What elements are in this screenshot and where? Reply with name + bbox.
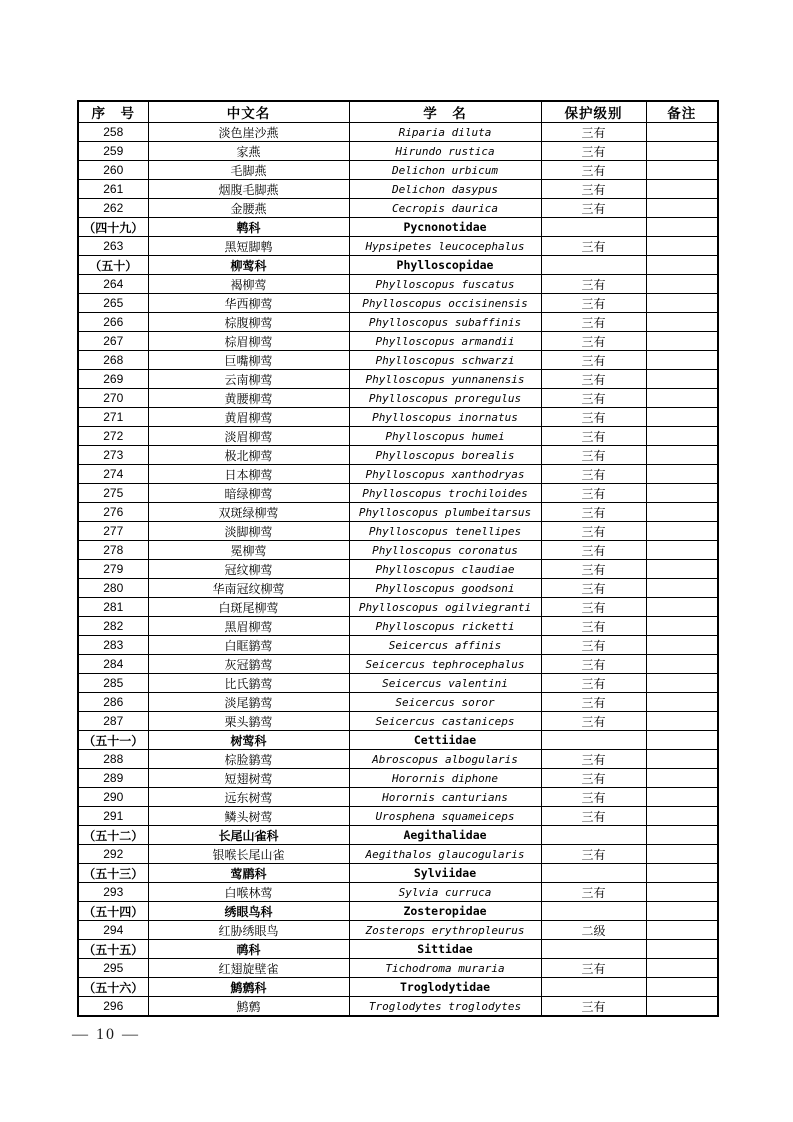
cell-note <box>646 484 718 503</box>
cell-level: 三有 <box>541 807 646 826</box>
cell-sci: Delichon urbicum <box>349 161 541 180</box>
cell-sci: Phylloscopus schwarzi <box>349 351 541 370</box>
cell-level <box>541 256 646 275</box>
cell-note <box>646 351 718 370</box>
cell-cn: 白喉林莺 <box>148 883 349 902</box>
cell-note <box>646 712 718 731</box>
cell-no: 272 <box>78 427 148 446</box>
cell-note <box>646 142 718 161</box>
cell-level: 三有 <box>541 959 646 978</box>
cell-note <box>646 180 718 199</box>
cell-sci: Phylloscopus yunnanensis <box>349 370 541 389</box>
cell-note <box>646 921 718 940</box>
cell-note <box>646 940 718 959</box>
cell-no: 276 <box>78 503 148 522</box>
cell-sci: Seicercus valentini <box>349 674 541 693</box>
cell-note <box>646 693 718 712</box>
species-row <box>78 674 718 693</box>
cell-sci: Phylloscopus occisinensis <box>349 294 541 313</box>
species-row <box>78 617 718 636</box>
cell-cn: 华西柳莺 <box>148 294 349 313</box>
cell-sci: Tichodroma muraria <box>349 959 541 978</box>
cell-sci: Abroscopus albogularis <box>349 750 541 769</box>
cell-no: （五十二） <box>78 826 148 845</box>
cell-level: 三有 <box>541 427 646 446</box>
cell-level: 三有 <box>541 275 646 294</box>
species-row <box>78 693 718 712</box>
cell-no: 274 <box>78 465 148 484</box>
cell-sci: Phylloscopus trochiloides <box>349 484 541 503</box>
cell-cn: 白斑尾柳莺 <box>148 598 349 617</box>
cell-no: 282 <box>78 617 148 636</box>
species-row <box>78 636 718 655</box>
cell-note <box>646 560 718 579</box>
cell-note <box>646 750 718 769</box>
cell-level: 三有 <box>541 712 646 731</box>
table-header <box>78 101 718 123</box>
species-row <box>78 750 718 769</box>
family-row <box>78 256 718 275</box>
cell-level: 三有 <box>541 541 646 560</box>
cell-cn: 淡色崖沙燕 <box>148 123 349 142</box>
cell-cn: 淡脚柳莺 <box>148 522 349 541</box>
species-row <box>78 427 718 446</box>
cell-sci: Seicercus affinis <box>349 636 541 655</box>
cell-cn: 暗绿柳莺 <box>148 484 349 503</box>
cell-cn: 棕腹柳莺 <box>148 313 349 332</box>
cell-no: 280 <box>78 579 148 598</box>
cell-note <box>646 541 718 560</box>
cell-sci: Phylloscopus humei <box>349 427 541 446</box>
cell-level: 三有 <box>541 199 646 218</box>
cell-level: 三有 <box>541 503 646 522</box>
cell-no: 287 <box>78 712 148 731</box>
species-row <box>78 655 718 674</box>
cell-no: 284 <box>78 655 148 674</box>
cell-cn: 绣眼鸟科 <box>148 902 349 921</box>
species-row <box>78 883 718 902</box>
cell-cn: 比氏鹟莺 <box>148 674 349 693</box>
cell-level: 三有 <box>541 883 646 902</box>
cell-no: （五十三） <box>78 864 148 883</box>
species-row <box>78 997 718 1017</box>
species-row <box>78 541 718 560</box>
cell-cn: 双斑绿柳莺 <box>148 503 349 522</box>
cell-cn: 莺鹛科 <box>148 864 349 883</box>
cell-no: 267 <box>78 332 148 351</box>
species-row <box>78 959 718 978</box>
cell-cn: 烟腹毛脚燕 <box>148 180 349 199</box>
cell-note <box>646 978 718 997</box>
cell-note <box>646 788 718 807</box>
cell-no: 263 <box>78 237 148 256</box>
species-row <box>78 142 718 161</box>
cell-sci: Horornis diphone <box>349 769 541 788</box>
cell-no: 273 <box>78 446 148 465</box>
cell-cn: 鹪鹩 <box>148 997 349 1017</box>
cell-no: 292 <box>78 845 148 864</box>
cell-no: 277 <box>78 522 148 541</box>
cell-sci: Sylviidae <box>349 864 541 883</box>
cell-level: 三有 <box>541 389 646 408</box>
cell-no: 260 <box>78 161 148 180</box>
header-scientific-name: 学 名 <box>349 101 541 123</box>
cell-level <box>541 826 646 845</box>
cell-level: 三有 <box>541 370 646 389</box>
cell-no: 270 <box>78 389 148 408</box>
cell-note <box>646 883 718 902</box>
cell-no: 286 <box>78 693 148 712</box>
cell-level: 三有 <box>541 636 646 655</box>
cell-cn: 云南柳莺 <box>148 370 349 389</box>
cell-cn: 长尾山雀科 <box>148 826 349 845</box>
cell-level: 三有 <box>541 332 646 351</box>
cell-no: 281 <box>78 598 148 617</box>
cell-sci: Phylloscopus plumbeitarsus <box>349 503 541 522</box>
cell-note <box>646 807 718 826</box>
cell-sci: Phylloscopus inornatus <box>349 408 541 427</box>
cell-note <box>646 199 718 218</box>
cell-no: （五十六） <box>78 978 148 997</box>
cell-sci: Troglodytidae <box>349 978 541 997</box>
cell-note <box>646 617 718 636</box>
cell-level: 三有 <box>541 484 646 503</box>
cell-cn: 华南冠纹柳莺 <box>148 579 349 598</box>
cell-level <box>541 902 646 921</box>
table-body <box>78 123 718 1017</box>
cell-note <box>646 959 718 978</box>
species-row <box>78 275 718 294</box>
cell-sci: Phylloscopus goodsoni <box>349 579 541 598</box>
cell-sci: Troglodytes troglodytes <box>349 997 541 1017</box>
cell-no: 296 <box>78 997 148 1017</box>
cell-cn: 家燕 <box>148 142 349 161</box>
species-row <box>78 712 718 731</box>
cell-no: 288 <box>78 750 148 769</box>
cell-level: 三有 <box>541 313 646 332</box>
cell-no: 258 <box>78 123 148 142</box>
cell-sci: Phylloscopus ogilviegranti <box>349 598 541 617</box>
cell-level: 三有 <box>541 142 646 161</box>
cell-sci: Seicercus tephrocephalus <box>349 655 541 674</box>
cell-cn: 极北柳莺 <box>148 446 349 465</box>
species-row <box>78 199 718 218</box>
cell-level: 三有 <box>541 351 646 370</box>
cell-cn: 黄腰柳莺 <box>148 389 349 408</box>
species-row <box>78 579 718 598</box>
cell-note <box>646 275 718 294</box>
cell-cn: 灰冠鹟莺 <box>148 655 349 674</box>
family-row <box>78 940 718 959</box>
family-row <box>78 826 718 845</box>
cell-sci: Phylloscopus borealis <box>349 446 541 465</box>
page-number: — 10 — <box>72 1026 140 1043</box>
cell-level: 三有 <box>541 769 646 788</box>
species-row <box>78 161 718 180</box>
cell-cn: 䴓科 <box>148 940 349 959</box>
cell-cn: 鹪鹩科 <box>148 978 349 997</box>
cell-cn: 淡尾鹟莺 <box>148 693 349 712</box>
species-row <box>78 123 718 142</box>
cell-cn: 冕柳莺 <box>148 541 349 560</box>
species-row <box>78 921 718 940</box>
cell-level <box>541 731 646 750</box>
cell-sci: Sylvia curruca <box>349 883 541 902</box>
cell-sci: Delichon dasypus <box>349 180 541 199</box>
cell-note <box>646 503 718 522</box>
cell-cn: 褐柳莺 <box>148 275 349 294</box>
cell-note <box>646 294 718 313</box>
cell-cn: 棕眉柳莺 <box>148 332 349 351</box>
cell-note <box>646 826 718 845</box>
cell-no: 265 <box>78 294 148 313</box>
cell-note <box>646 161 718 180</box>
cell-level <box>541 940 646 959</box>
cell-no: 266 <box>78 313 148 332</box>
cell-sci: Zosteropidae <box>349 902 541 921</box>
cell-cn: 银喉长尾山雀 <box>148 845 349 864</box>
cell-level: 三有 <box>541 161 646 180</box>
cell-level: 三有 <box>541 560 646 579</box>
cell-level: 三有 <box>541 845 646 864</box>
cell-level: 三有 <box>541 674 646 693</box>
species-row <box>78 313 718 332</box>
cell-note <box>646 674 718 693</box>
cell-sci: Urosphena squameiceps <box>349 807 541 826</box>
cell-no: 271 <box>78 408 148 427</box>
family-row <box>78 731 718 750</box>
cell-note <box>646 256 718 275</box>
cell-sci: Aegithalos glaucogularis <box>349 845 541 864</box>
cell-cn: 黑眉柳莺 <box>148 617 349 636</box>
cell-note <box>646 636 718 655</box>
cell-level: 三有 <box>541 408 646 427</box>
cell-sci: Cettiidae <box>349 731 541 750</box>
cell-no: 293 <box>78 883 148 902</box>
species-row <box>78 294 718 313</box>
cell-sci: Phylloscopus claudiae <box>349 560 541 579</box>
cell-level: 三有 <box>541 997 646 1017</box>
cell-no: 262 <box>78 199 148 218</box>
cell-note <box>646 598 718 617</box>
cell-level: 三有 <box>541 655 646 674</box>
cell-level: 三有 <box>541 522 646 541</box>
cell-sci: Phylloscopus ricketti <box>349 617 541 636</box>
cell-note <box>646 427 718 446</box>
cell-cn: 棕脸鹟莺 <box>148 750 349 769</box>
species-row <box>78 484 718 503</box>
cell-cn: 树莺科 <box>148 731 349 750</box>
cell-no: （五十一） <box>78 731 148 750</box>
cell-no: 259 <box>78 142 148 161</box>
cell-no: （四十九） <box>78 218 148 237</box>
cell-level: 三有 <box>541 294 646 313</box>
cell-sci: Seicercus soror <box>349 693 541 712</box>
cell-cn: 红胁绣眼鸟 <box>148 921 349 940</box>
cell-no: 261 <box>78 180 148 199</box>
species-row <box>78 598 718 617</box>
cell-sci: Phylloscopus coronatus <box>349 541 541 560</box>
species-row <box>78 807 718 826</box>
cell-cn: 黑短脚鹎 <box>148 237 349 256</box>
family-row <box>78 218 718 237</box>
header-no: 序 号 <box>78 101 148 123</box>
cell-cn: 黄眉柳莺 <box>148 408 349 427</box>
cell-sci: Seicercus castaniceps <box>349 712 541 731</box>
cell-note <box>646 218 718 237</box>
cell-sci: Phylloscopus tenellipes <box>349 522 541 541</box>
cell-sci: Zosterops erythropleurus <box>349 921 541 940</box>
cell-cn: 短翅树莺 <box>148 769 349 788</box>
cell-level: 三有 <box>541 788 646 807</box>
cell-sci: Pycnonotidae <box>349 218 541 237</box>
cell-note <box>646 845 718 864</box>
cell-sci: Cecropis daurica <box>349 199 541 218</box>
cell-sci: Hirundo rustica <box>349 142 541 161</box>
cell-cn: 鳞头树莺 <box>148 807 349 826</box>
cell-sci: Riparia diluta <box>349 123 541 142</box>
cell-no: 285 <box>78 674 148 693</box>
family-row <box>78 902 718 921</box>
cell-cn: 远东树莺 <box>148 788 349 807</box>
cell-level: 三有 <box>541 693 646 712</box>
cell-no: 268 <box>78 351 148 370</box>
header-protection-level: 保护级别 <box>541 101 646 123</box>
cell-note <box>646 313 718 332</box>
species-row <box>78 446 718 465</box>
cell-note <box>646 864 718 883</box>
cell-level <box>541 864 646 883</box>
species-row <box>78 370 718 389</box>
cell-note <box>646 370 718 389</box>
cell-no: （五十） <box>78 256 148 275</box>
cell-note <box>646 997 718 1017</box>
header-remarks: 备注 <box>646 101 718 123</box>
cell-note <box>646 446 718 465</box>
cell-level: 三有 <box>541 123 646 142</box>
cell-no: （五十四） <box>78 902 148 921</box>
cell-sci: Phylloscopus xanthodryas <box>349 465 541 484</box>
cell-note <box>646 522 718 541</box>
cell-cn: 柳莺科 <box>148 256 349 275</box>
species-row <box>78 560 718 579</box>
cell-note <box>646 389 718 408</box>
cell-cn: 淡眉柳莺 <box>148 427 349 446</box>
cell-level: 三有 <box>541 446 646 465</box>
cell-no: 294 <box>78 921 148 940</box>
cell-note <box>646 332 718 351</box>
cell-level: 三有 <box>541 579 646 598</box>
cell-no: 290 <box>78 788 148 807</box>
cell-level: 二级 <box>541 921 646 940</box>
cell-level: 三有 <box>541 617 646 636</box>
cell-level: 三有 <box>541 465 646 484</box>
cell-sci: Phylloscopus fuscatus <box>349 275 541 294</box>
cell-sci: Aegithalidae <box>349 826 541 845</box>
cell-note <box>646 731 718 750</box>
cell-note <box>646 408 718 427</box>
cell-no: （五十五） <box>78 940 148 959</box>
species-row <box>78 845 718 864</box>
cell-no: 264 <box>78 275 148 294</box>
cell-level: 三有 <box>541 750 646 769</box>
cell-cn: 白眶鹟莺 <box>148 636 349 655</box>
species-row <box>78 522 718 541</box>
cell-level <box>541 218 646 237</box>
cell-no: 275 <box>78 484 148 503</box>
cell-cn: 毛脚燕 <box>148 161 349 180</box>
species-table <box>77 100 719 1017</box>
species-row <box>78 788 718 807</box>
species-row <box>78 503 718 522</box>
cell-no: 279 <box>78 560 148 579</box>
species-row <box>78 180 718 199</box>
species-row <box>78 769 718 788</box>
family-row <box>78 864 718 883</box>
species-row <box>78 351 718 370</box>
cell-note <box>646 769 718 788</box>
species-row <box>78 465 718 484</box>
species-row <box>78 408 718 427</box>
cell-sci: Horornis canturians <box>349 788 541 807</box>
cell-cn: 日本柳莺 <box>148 465 349 484</box>
header-chinese-name: 中文名 <box>148 101 349 123</box>
cell-cn: 冠纹柳莺 <box>148 560 349 579</box>
cell-cn: 鹎科 <box>148 218 349 237</box>
cell-no: 278 <box>78 541 148 560</box>
cell-note <box>646 465 718 484</box>
cell-level: 三有 <box>541 237 646 256</box>
species-row <box>78 332 718 351</box>
species-row <box>78 237 718 256</box>
cell-cn: 栗头鹟莺 <box>148 712 349 731</box>
cell-level <box>541 978 646 997</box>
cell-sci: Phylloscopidae <box>349 256 541 275</box>
cell-sci: Phylloscopus armandii <box>349 332 541 351</box>
cell-cn: 红翅旋壁雀 <box>148 959 349 978</box>
cell-cn: 巨嘴柳莺 <box>148 351 349 370</box>
cell-note <box>646 902 718 921</box>
cell-sci: Sittidae <box>349 940 541 959</box>
cell-no: 283 <box>78 636 148 655</box>
cell-level: 三有 <box>541 598 646 617</box>
cell-note <box>646 655 718 674</box>
cell-no: 269 <box>78 370 148 389</box>
cell-level: 三有 <box>541 180 646 199</box>
cell-sci: Phylloscopus proregulus <box>349 389 541 408</box>
cell-no: 289 <box>78 769 148 788</box>
cell-note <box>646 579 718 598</box>
cell-no: 295 <box>78 959 148 978</box>
cell-sci: Phylloscopus subaffinis <box>349 313 541 332</box>
cell-no: 291 <box>78 807 148 826</box>
header-row <box>78 101 718 123</box>
cell-sci: Hypsipetes leucocephalus <box>349 237 541 256</box>
cell-note <box>646 123 718 142</box>
cell-note <box>646 237 718 256</box>
family-row <box>78 978 718 997</box>
cell-cn: 金腰燕 <box>148 199 349 218</box>
species-row <box>78 389 718 408</box>
